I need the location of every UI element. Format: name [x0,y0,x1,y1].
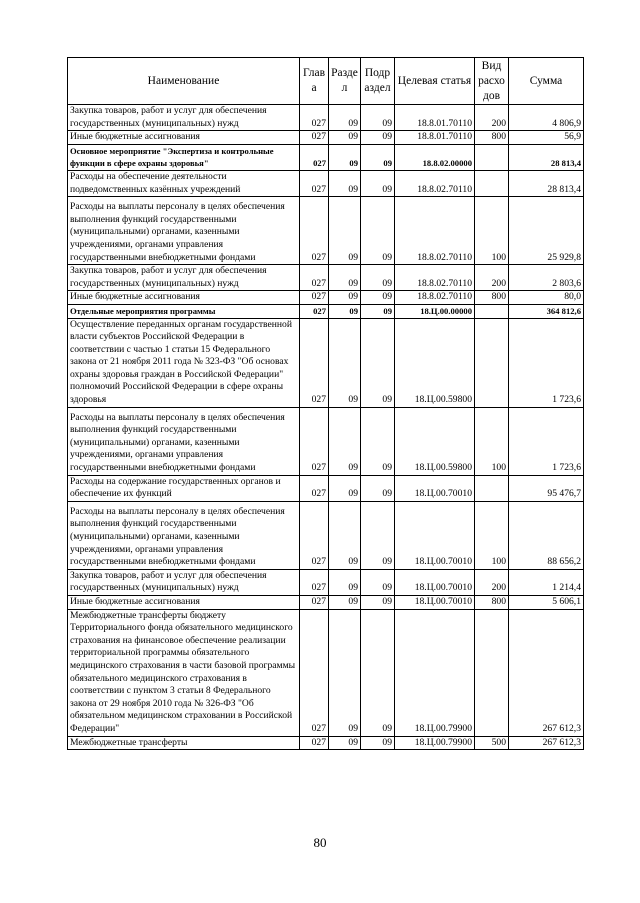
header-summa: Сумма [509,58,584,105]
row-razdel: 09 [329,197,361,265]
page-number: 80 [313,835,327,850]
row-name: Межбюджетные трансферты [68,736,300,750]
row-name: Закупка товаров, работ и услуг для обеспечения государственных (муниципальных) нужд [68,265,300,291]
header-row [68,58,584,105]
row-podrazdel: 09 [361,197,395,265]
row-vid: 800 [475,595,509,609]
row-vid: 500 [475,736,509,750]
header-vid: Вид расхо дов [475,58,509,105]
row-podrazdel: 09 [361,265,395,291]
row-razdel: 09 [329,569,361,595]
row-razdel: 09 [329,105,361,131]
row-razdel: 09 [329,736,361,750]
budget-table [67,57,584,750]
row-name: Отдельные мероприятия программы [68,304,300,318]
row-summa: 267 612,3 [509,609,584,736]
row-podrazdel: 09 [361,105,395,131]
table-row [68,501,584,569]
row-razdel: 09 [329,318,361,407]
header-razdel: Разде л [329,58,361,105]
row-name: Расходы на выплаты персоналу в целях обеспечения выполнения функций государственными (муниципальными) органами, казенными учреждениями, органами управления государственными внебюджетными фондами [68,501,300,569]
row-glava: 027 [300,609,329,736]
row-podrazdel: 09 [361,291,395,305]
row-name: Расходы на выплаты персоналу в целях обеспечения выполнения функций государственными (муниципальными) органами, казенными учреждениями, органами управления государственными внебюджетными фондами [68,197,300,265]
table-row [68,197,584,265]
row-name: Осуществление переданных органам государственной власти субъектов Российской Федерации в соответствии с частью 1 статьи 15 Федерального закона от 21 ноября 2011 года № 323-ФЗ "Об основах охраны здоровья граждан в Российской Федерации" полномочий Российской Федерации в сфере охраны здоровья [68,318,300,407]
row-statya: 18.Ц.00.00000 [395,304,475,318]
row-name: Иные бюджетные ассигнования [68,595,300,609]
row-podrazdel: 09 [361,170,395,196]
row-razdel: 09 [329,304,361,318]
row-statya: 18.Ц.00.79900 [395,736,475,750]
row-summa: 28 813,4 [509,144,584,170]
row-podrazdel: 09 [361,318,395,407]
row-statya: 18.Ц.00.79900 [395,609,475,736]
header-glava: Глав а [300,58,329,105]
table-row [68,475,584,501]
row-glava: 027 [300,105,329,131]
row-name: Закупка товаров, работ и услуг для обеспечения государственных (муниципальных) нужд [68,105,300,131]
row-statya: 18.8.01.70110 [395,105,475,131]
table-row [68,170,584,196]
row-vid: 100 [475,197,509,265]
row-summa: 364 812,6 [509,304,584,318]
row-podrazdel: 09 [361,595,395,609]
row-summa: 267 612,3 [509,736,584,750]
row-summa: 1 214,4 [509,569,584,595]
row-summa: 4 806,9 [509,105,584,131]
row-glava: 027 [300,291,329,305]
row-glava: 027 [300,736,329,750]
row-razdel: 09 [329,170,361,196]
row-name: Иные бюджетные ассигнования [68,131,300,145]
row-statya: 18.8.01.70110 [395,131,475,145]
row-summa: 28 813,4 [509,170,584,196]
row-razdel: 09 [329,131,361,145]
row-statya: 18.8.02.70110 [395,291,475,305]
table-row [68,407,584,475]
row-vid: 100 [475,501,509,569]
row-statya: 18.Ц.00.59800 [395,407,475,475]
table-row [68,105,584,131]
table-row [68,595,584,609]
row-name: Расходы на содержание государственных органов и обеспечение их функций [68,475,300,501]
row-podrazdel: 09 [361,501,395,569]
row-summa: 1 723,6 [509,318,584,407]
row-razdel: 09 [329,407,361,475]
table-row [68,318,584,407]
row-summa: 95 476,7 [509,475,584,501]
header-podrazdel: Подр аздел [361,58,395,105]
row-vid [475,170,509,196]
row-name: Иные бюджетные ассигнования [68,291,300,305]
row-name: Расходы на обеспечение деятельности подведомственных казённых учреждений [68,170,300,196]
row-vid [475,144,509,170]
row-glava: 027 [300,170,329,196]
row-glava: 027 [300,304,329,318]
row-vid: 200 [475,105,509,131]
row-statya: 18.8.02.70110 [395,170,475,196]
table-row [68,569,584,595]
row-statya: 18.Ц.00.70010 [395,595,475,609]
row-glava: 027 [300,407,329,475]
row-razdel: 09 [329,501,361,569]
table-row [68,131,584,145]
header-statya: Целевая статья [395,58,475,105]
row-statya: 18.8.02.00000 [395,144,475,170]
row-vid [475,304,509,318]
row-razdel: 09 [329,265,361,291]
table-row [68,291,584,305]
row-vid: 200 [475,265,509,291]
row-podrazdel: 09 [361,304,395,318]
row-podrazdel: 09 [361,736,395,750]
row-summa: 1 723,6 [509,407,584,475]
row-summa: 88 656,2 [509,501,584,569]
row-vid: 200 [475,569,509,595]
row-summa: 56,9 [509,131,584,145]
row-glava: 027 [300,595,329,609]
row-summa: 80,0 [509,291,584,305]
row-podrazdel: 09 [361,131,395,145]
table-row [68,609,584,736]
row-vid: 100 [475,407,509,475]
row-statya: 18.8.02.70110 [395,197,475,265]
row-razdel: 09 [329,609,361,736]
row-podrazdel: 09 [361,609,395,736]
row-name: Основное мероприятие "Экспертиза и контрольные функции в сфере охраны здоровья" [68,144,300,170]
row-summa: 2 803,6 [509,265,584,291]
header-name: Наименование [68,58,300,105]
row-vid [475,475,509,501]
row-vid [475,609,509,736]
table-row [68,144,584,170]
row-vid: 800 [475,131,509,145]
table-row [68,736,584,750]
row-podrazdel: 09 [361,407,395,475]
row-vid: 800 [475,291,509,305]
row-summa: 25 929,8 [509,197,584,265]
row-razdel: 09 [329,475,361,501]
row-glava: 027 [300,318,329,407]
row-razdel: 09 [329,595,361,609]
row-glava: 027 [300,475,329,501]
row-statya: 18.Ц.00.70010 [395,475,475,501]
row-glava: 027 [300,131,329,145]
row-statya: 18.Ц.00.70010 [395,569,475,595]
row-statya: 18.Ц.00.59800 [395,318,475,407]
row-podrazdel: 09 [361,569,395,595]
row-glava: 027 [300,144,329,170]
row-razdel: 09 [329,144,361,170]
row-podrazdel: 09 [361,144,395,170]
row-name: Закупка товаров, работ и услуг для обеспечения государственных (муниципальных) нужд [68,569,300,595]
budget-sheet [67,57,583,750]
table-row [68,265,584,291]
row-glava: 027 [300,501,329,569]
row-statya: 18.Ц.00.70010 [395,501,475,569]
row-razdel: 09 [329,291,361,305]
table-row [68,304,584,318]
row-glava: 027 [300,197,329,265]
row-glava: 027 [300,569,329,595]
row-statya: 18.8.02.70110 [395,265,475,291]
row-summa: 5 606,1 [509,595,584,609]
row-glava: 027 [300,265,329,291]
row-name: Расходы на выплаты персоналу в целях обеспечения выполнения функций государственными (муниципальными) органами, казенными учреждениями, органами управления государственными внебюджетными фондами [68,407,300,475]
row-podrazdel: 09 [361,475,395,501]
row-name: Межбюджетные трансферты бюджету Территориального фонда обязательного медицинского страхования на финансовое обеспечение реализации территориальной программы обязательного медицинского страхования в части базовой программы обязательного медицинского страхования в соответствии с пунктом 3 статьи 8 Федерального закона от 29 ноября 2010 года № 326-ФЗ "Об обязательном медицинском страховании в Российской Федерации" [68,609,300,736]
row-vid [475,318,509,407]
